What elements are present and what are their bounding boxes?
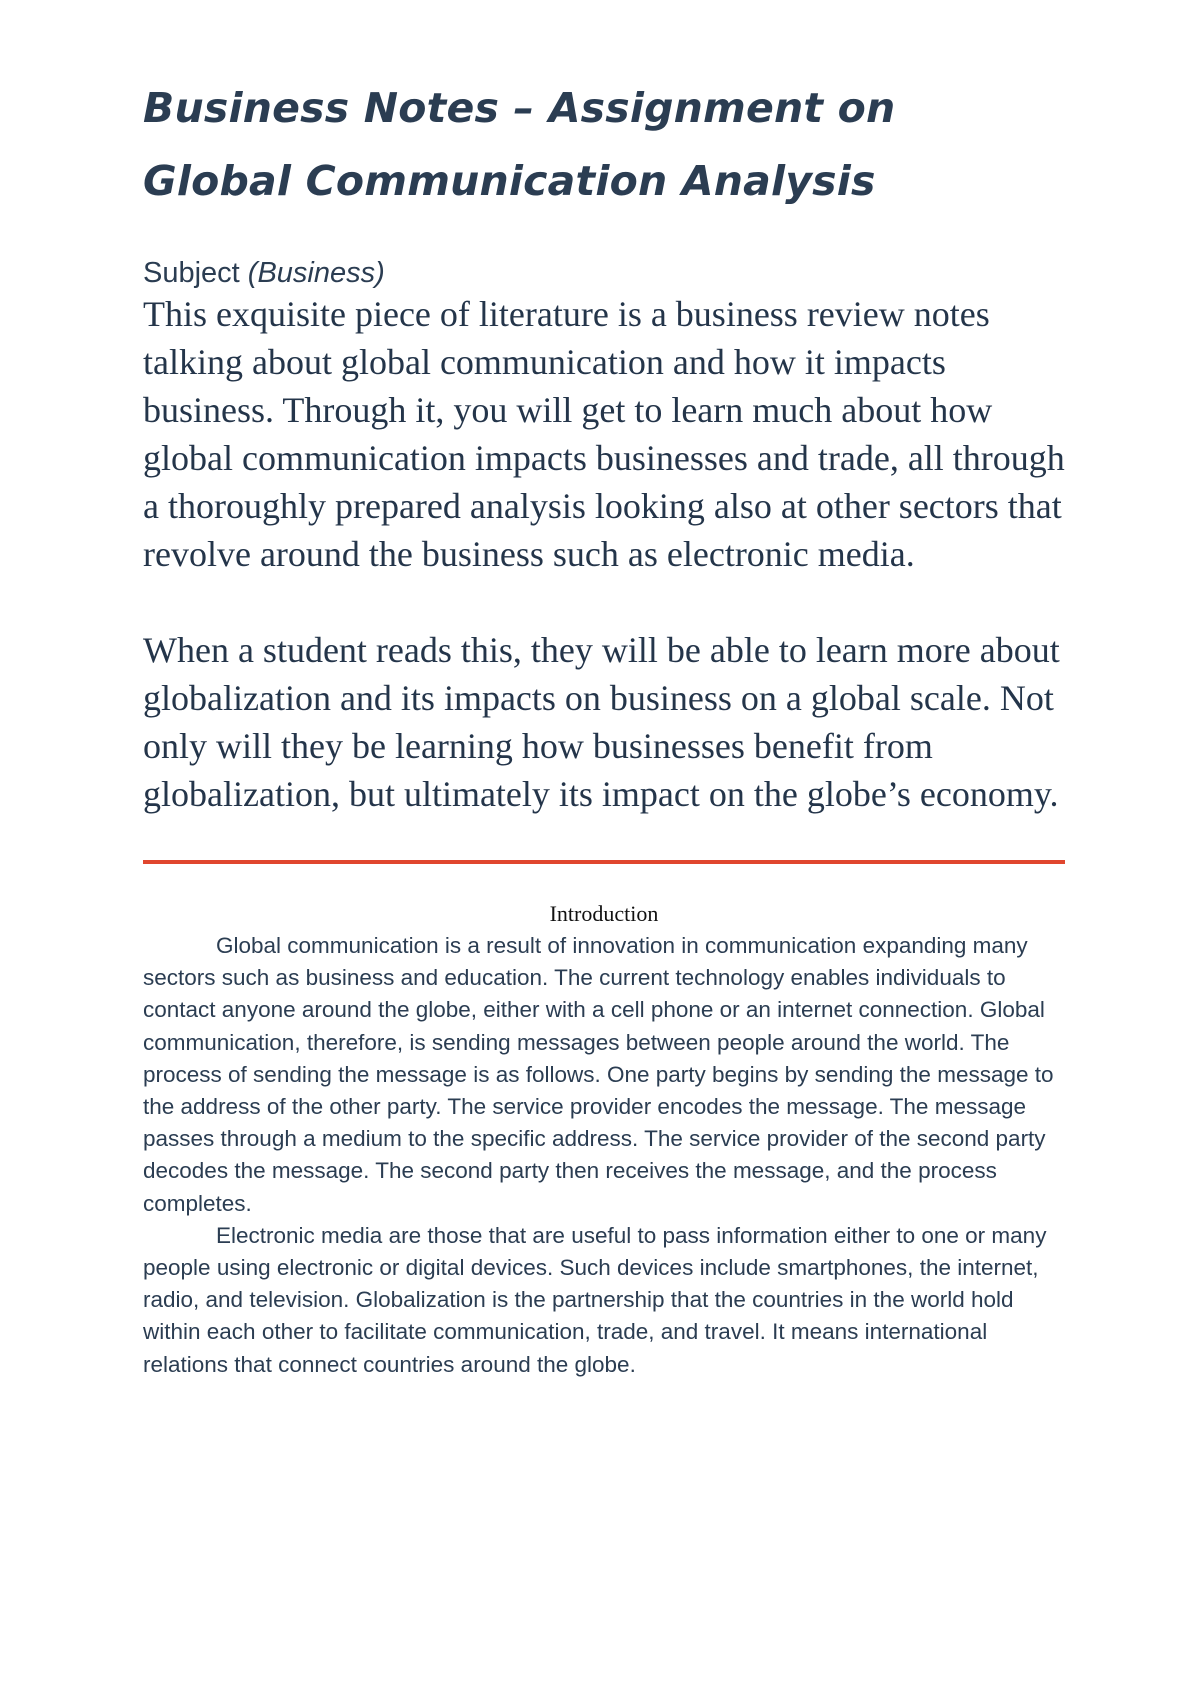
- title-line-2: Global Communication Analysis: [143, 157, 876, 205]
- subject-value: (Business): [247, 257, 385, 289]
- document-content: [143, 72, 1065, 1381]
- summary-paragraph-2: When a student reads this, they will be able to learn more about globalization and its impacts on business on a global scale. Not only will they be learning how businesses benefit from globalization, but ultimately its impact on the globe’s economy.: [143, 630, 1060, 814]
- title-line-1: Business Notes – Assignment on: [143, 84, 896, 132]
- document-title: [143, 72, 1065, 218]
- section-divider: [143, 860, 1065, 864]
- section-heading-introduction: Introduction: [549, 901, 659, 926]
- body-paragraph-2: Electronic media are those that are useful to pass information either to one or many people using electronic or digital devices. Such devices include smartphones, the internet, radio, and television. Globalization is the partnership that the countries in the world hold within each other to facilitate communication, trade, and travel. It means international relations that connect countries around the globe.: [143, 1222, 1047, 1377]
- summary-paragraph-1: This exquisite piece of literature is a business review notes talking about global communication and how it impacts business. Through it, you will get to learn much about how global communication impacts businesses and trade, all through a thoroughly prepared analysis looking also at other sectors that revolve around the business such as electronic media.: [143, 294, 1065, 574]
- paragraph-spacer: [143, 578, 1065, 626]
- subject-label: Subject: [143, 257, 240, 289]
- subject-line: [143, 256, 1065, 290]
- body-paragraph-1: Global communication is a result of innovation in communication expanding many sectors such as business and education. The current technology enables individuals to contact anyone around the globe, either with a cell phone or an internet connection. Global communication, therefore, is sending messages between people around the world. The process of sending the message is as follows. One party begins by sending the message to the address of the other party. The service provider encodes the message. The message passes through a medium to the specific address. The service provider of the second party decodes the message. The second party then receives the message, and the process completes.: [143, 933, 1054, 1216]
